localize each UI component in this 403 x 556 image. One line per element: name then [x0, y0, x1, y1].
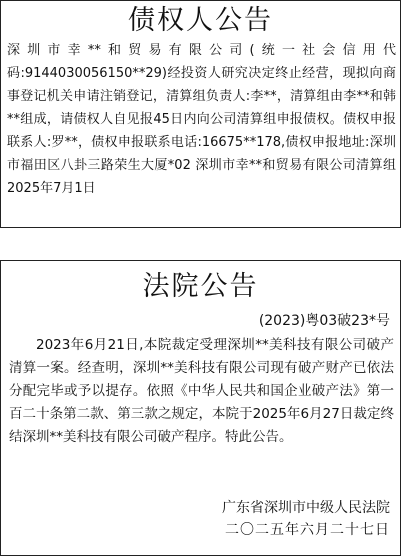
court-name: 广东省深圳市中级人民法院	[222, 500, 390, 516]
creditor-notice-body: 深圳市幸**和贸易有限公司(统一社会信用代码:9144030056150**29)经投资人研究决定终止经营，现拟向商事登记机关申请注销登记，清算组负责人:李**，清算组由李**和韩**组成，请债权人自见报45日内向公司清算组申报债权。债权申报联系人:罗**，债权申报联系电话:16675**178,债权申报地址:深圳市福田区八卦三路荣生大厦*02 深圳市幸**和贸易有限公司清算组 2025年7月1日	[7, 43, 396, 196]
court-notice-body: 2023年6月21日,本院裁定受理深圳**美科技有限公司破产清算一案。经查明，深圳**美科技有限公司现有破产财产已依法分配完毕或予以提存。依照《中华人民共和国企业破产法》第一百二十条第二款、第三款之规定，本院于2025年6月27日裁定终结深圳**美科技有限公司破产程序。特此公告。	[9, 337, 394, 445]
case-number: (2023)粤03破23*号	[258, 313, 390, 329]
creditor-notice	[0, 0, 401, 228]
creditor-notice-title: 债权人公告	[128, 5, 273, 36]
court-notice-title: 法院公告	[142, 271, 259, 302]
court-notice	[0, 260, 401, 556]
court-notice-date: 二〇二五年六月二十七日	[225, 522, 390, 538]
